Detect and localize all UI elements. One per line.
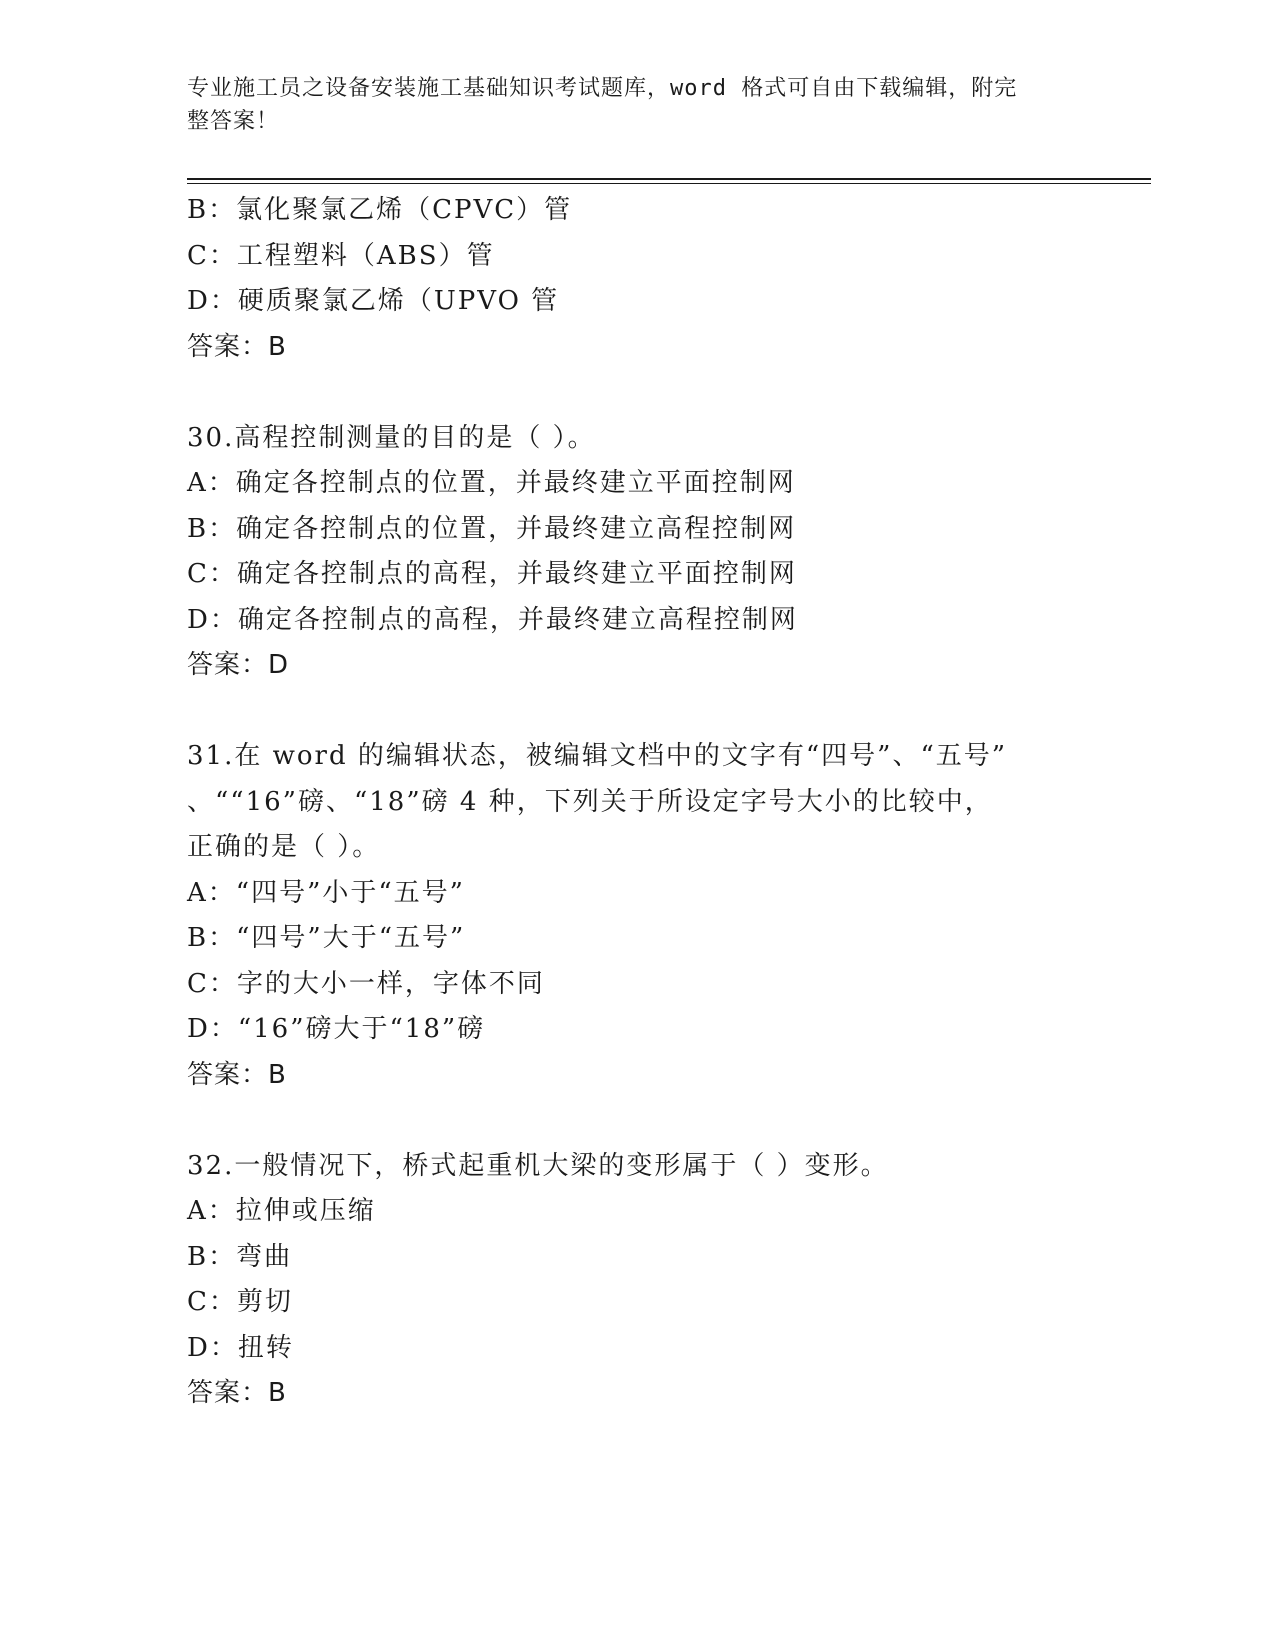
document-header [187,72,1067,138]
spacer [187,689,1127,735]
question-block-30 [187,416,1127,689]
option-d: D：硬质聚氯乙烯（UPVO 管 [187,286,560,316]
answer-line: 答案：B [187,331,287,362]
option-a: A：拉伸或压缩 [187,1196,376,1226]
option-c: C：字的大小一样，字体不同 [187,968,545,999]
header-rule-thick [187,178,1151,180]
question-stem-line-2: 、““16”磅、“18”磅 4 种，下列关于所设定字号大小的比较中， [187,786,993,817]
spacer [187,370,1127,416]
header-line-2: 整答案！ [187,109,280,134]
question-stem: 32.一般情况下，桥式起重机大梁的变形属于（ ）变形。 [187,1150,889,1181]
answer-line: 答案：D [187,650,290,680]
option-b: B：“四号”大于“五号” [187,923,466,953]
question-block-32 [187,1144,1127,1417]
question-stem: 30.高程控制测量的目的是（ ）。 [187,422,596,453]
option-c: C：工程塑料（ABS）管 [187,240,495,271]
question-stem-line-3: 正确的是（ ）。 [187,832,381,862]
question-block-prev [187,188,1127,370]
option-a: A：“四号”小于“五号” [187,877,465,908]
option-d: D：“16”磅大于“18”磅 [187,1014,486,1044]
question-list [187,188,1127,1417]
option-a: A：确定各控制点的位置，并最终建立平面控制网 [187,468,796,498]
header-rule-thin [187,183,1151,184]
header-line-1: 专业施工员之设备安装施工基础知识考试题库，word 格式可自由下载编辑，附完 [187,76,1018,101]
option-b: B：确定各控制点的位置，并最终建立高程控制网 [187,513,797,544]
question-block-31 [187,734,1127,1098]
option-d: D：扭转 [187,1332,294,1363]
spacer [187,1098,1127,1144]
option-c: C：确定各控制点的高程，并最终建立平面控制网 [187,559,797,589]
question-stem-line-1: 31.在 word 的编辑状态，被编辑文档中的文字有“四号”、“五号” [187,741,1008,771]
option-c: C：剪切 [187,1287,293,1317]
answer-line: 答案：B [187,1059,287,1090]
option-d: D：确定各控制点的高程，并最终建立高程控制网 [187,604,798,635]
answer-line: 答案：B [187,1378,287,1408]
option-b: B：弯曲 [187,1241,293,1272]
option-b: B：氯化聚氯乙烯（CPVC）管 [187,195,573,225]
